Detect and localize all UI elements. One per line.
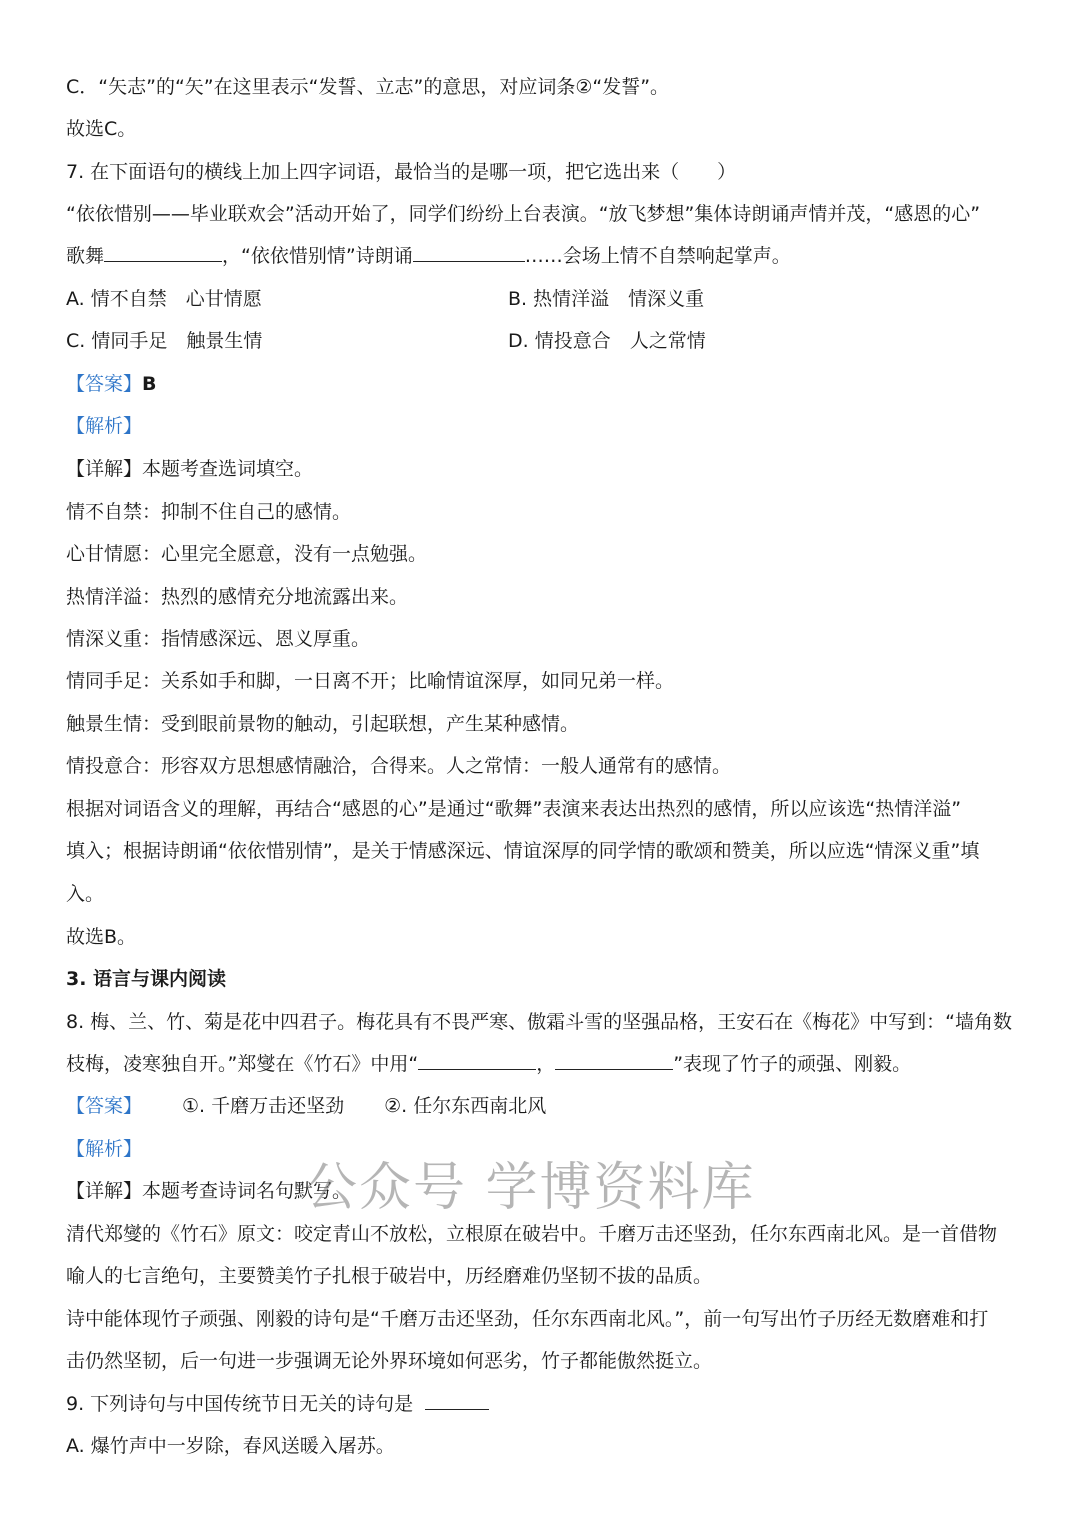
text-line: 喻人的七言绝句，主要赞美竹子扎根于破岩中，历经磨难仍坚韧不拔的品质。 <box>66 1265 713 1287</box>
analysis-label: 【解析】 <box>66 1138 143 1160</box>
text-segment: 歌舞 <box>66 245 105 267</box>
text-line: 触景生情：受到眼前景物的触动，引起联想，产生某种感情。 <box>66 713 580 735</box>
option-a: A. 情不自禁 心甘情愿 <box>66 288 262 310</box>
text-line: 击仍然坚韧，后一句进一步强调无论外界环境如何恶劣，竹子都能傲然挺立。 <box>66 1350 713 1372</box>
text-line: 心甘情愿：心里完全愿意，没有一点勉强。 <box>66 543 428 565</box>
text-line: 故选B。 <box>66 926 137 948</box>
analysis-label: 【解析】 <box>66 415 143 437</box>
question-8-blanks-line <box>66 1051 911 1077</box>
section-heading: 3. 语言与课内阅读 <box>66 968 227 990</box>
text-line: 热情洋溢：热烈的感情充分地流露出来。 <box>66 586 409 608</box>
option-a: A. 爆竹声中一岁除，春风送暖入屠苏。 <box>66 1435 395 1457</box>
fill-blank <box>555 1051 673 1070</box>
text-line: 填入；根据诗朗诵“依依惜别情”，是关于情感深远、情谊深厚的同学情的歌颂和赞美，所以应选“情深义重”填 <box>66 840 980 862</box>
text-line: 诗中能体现竹子顽强、刚毅的诗句是“千磨万击还坚劲，任尔东西南北风。”，前一句写出竹子历经无数磨难和打 <box>66 1308 989 1330</box>
question-9-line <box>66 1391 489 1417</box>
text-line: 根据对词语含义的理解，再结合“感恩的心”是通过“歌舞”表演来表达出热烈的感情，所以应该选“热情洋溢” <box>66 798 962 820</box>
text-segment: ，“依依惜别情”诗朗诵 <box>222 245 413 267</box>
question-7-blanks-line <box>66 243 791 269</box>
answer-value: B <box>142 373 157 395</box>
text-segment: ……会场上情不自禁响起掌声。 <box>524 245 791 267</box>
fill-blank <box>425 1391 489 1410</box>
text-line: 情不自禁：抑制不住自己的感情。 <box>66 501 352 523</box>
answer-line-8 <box>66 1093 546 1119</box>
text-line: 情投意合：形容双方思想感情融洽，合得来。人之常情：一般人通常有的感情。 <box>66 755 732 777</box>
text-line: 清代郑燮的《竹石》原文：咬定青山不放松，立根原在破岩中。千磨万击还坚劲，任尔东西南北风。是一首借物 <box>66 1223 998 1245</box>
text-line: 情深义重：指情感深远、恩义厚重。 <box>66 628 371 650</box>
question-9: 9. 下列诗句与中国传统节日无关的诗句是 <box>66 1393 414 1415</box>
detail-label: 【详解】 <box>66 458 143 480</box>
detail-line-7 <box>66 456 313 482</box>
option-b: B. 热情洋溢 情深义重 <box>508 288 705 310</box>
detail-text: 本题考查诗词名句默写。 <box>142 1180 352 1202</box>
answer-label: 【答案】 <box>66 1095 143 1117</box>
text-segment: 枝梅，凌寒独自开。”郑燮在《竹石》中用“ <box>66 1053 419 1075</box>
fill-blank <box>104 243 222 262</box>
fill-blank <box>413 243 525 262</box>
option-c: C. 情同手足 触景生情 <box>66 330 263 352</box>
text-line: 故选C。 <box>66 118 137 140</box>
text-line: 入。 <box>66 883 105 905</box>
fill-blank <box>418 1051 536 1070</box>
text-segment: ”表现了竹子的顽强、刚毅。 <box>673 1053 912 1075</box>
question-7: 7. 在下面语句的横线上加上四字词语，最恰当的是哪一项，把它选出来（ ） <box>66 161 737 183</box>
detail-text: 本题考查选词填空。 <box>142 458 314 480</box>
answer-item-1: ①. 千磨万击还坚劲 <box>182 1095 345 1117</box>
detail-label: 【详解】 <box>66 1180 143 1202</box>
text-line: C．“矢志”的“矢”在这里表示“发誓、立志”的意思，对应词条②“发誓”。 <box>66 76 670 98</box>
text-line: 情同手足：关系如手和脚，一日离不开；比喻情谊深厚，如同兄弟一样。 <box>66 670 675 692</box>
text-line: “依依惜别——毕业联欢会”活动开始了，同学们纷纷上台表演。“放飞梦想”集体诗朗诵声情并茂，“感恩的心” <box>66 203 981 225</box>
watermark: 公众号 学博资料库 <box>305 1158 756 1218</box>
answer-label: 【答案】 <box>66 373 143 395</box>
text-segment: ， <box>536 1053 556 1075</box>
answer-line-7 <box>66 371 157 397</box>
question-8: 8. 梅、兰、竹、菊是花中四君子。梅花具有不畏严寒、傲霜斗雪的坚强品格，王安石在《梅花》中写到：“墙角数 <box>66 1011 1013 1033</box>
option-d: D. 情投意合 人之常情 <box>508 330 706 352</box>
answer-item-2: ②. 任尔东西南北风 <box>384 1095 547 1117</box>
